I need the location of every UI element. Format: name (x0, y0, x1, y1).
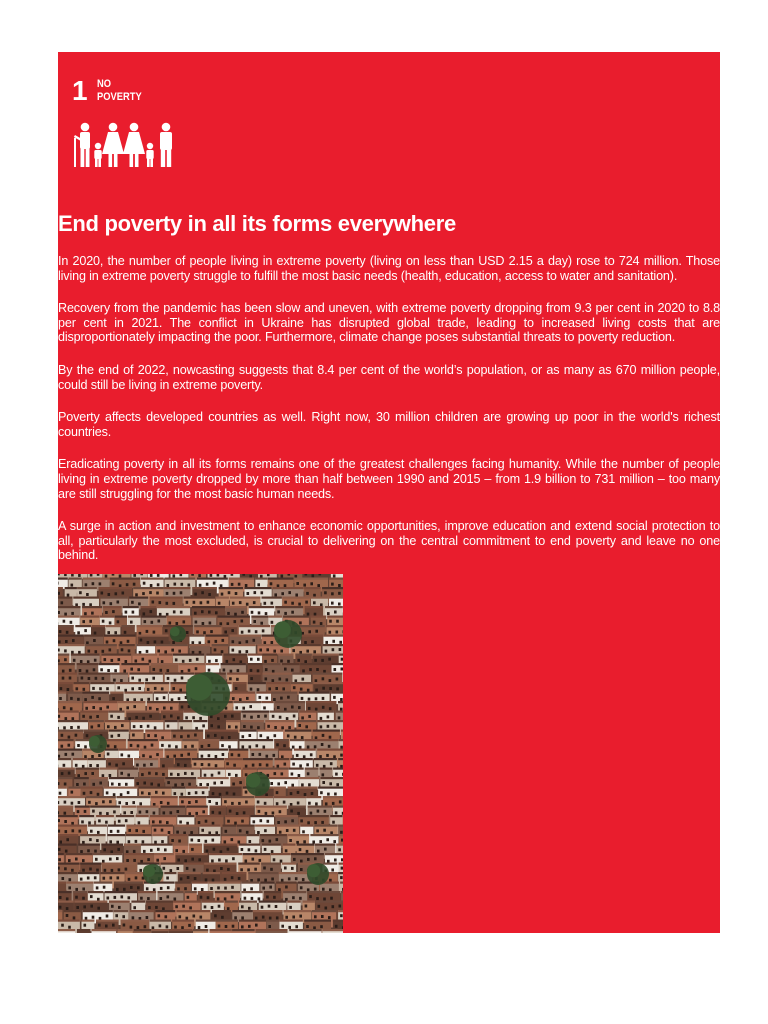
hillside-houses-photo (58, 574, 343, 933)
sdg-goal-panel (58, 52, 720, 933)
paragraph: Recovery from the pandemic has been slow and uneven, with extreme poverty dropping from 9.3 per cent in 2020 to 8.8 per cent in 2021. The conflict in Ukraine has disrupted global trade, leading to increased living costs that are disproportionately impacting the poor. Furthermore, climate change poses substantial threats to poverty reduction. (58, 301, 720, 345)
body-text (58, 254, 720, 581)
page-title: End poverty in all its forms everywhere (58, 211, 456, 236)
paragraph: A surge in action and investment to enhance economic opportunities, improve education and extend social protection to all, particularly the most excluded, is crucial to delivering on the central commitment to end poverty and leave no one behind. (58, 519, 720, 563)
goal-title (97, 78, 165, 104)
goal-title-line1: NO (97, 78, 112, 90)
paragraph: Poverty affects developed countries as well. Right now, 30 million children are growing up poor in the world's richest countries. (58, 410, 720, 439)
family-icon (71, 122, 177, 168)
paragraph: In 2020, the number of people living in extreme poverty (living on less than USD 2.15 a day) rose to 724 million. Those living in extreme poverty struggle to fulfill the most basic needs (health, education, access to water and sanitation). (58, 254, 720, 283)
paragraph: Eradicating poverty in all its forms remains one of the greatest challenges facing humanity. While the number of people living in extreme poverty dropped by more than half between 1990 and 2015 – from 1.9 billion to 731 million – too many are still struggling for the most basic human needs. (58, 457, 720, 501)
goal-title-line2: POVERTY (97, 91, 142, 103)
paragraph: By the end of 2022, nowcasting suggests that 8.4 per cent of the world’s population, or as many as 670 million people, could still be living in extreme poverty. (58, 362, 720, 392)
goal-number: 1 (72, 75, 87, 106)
